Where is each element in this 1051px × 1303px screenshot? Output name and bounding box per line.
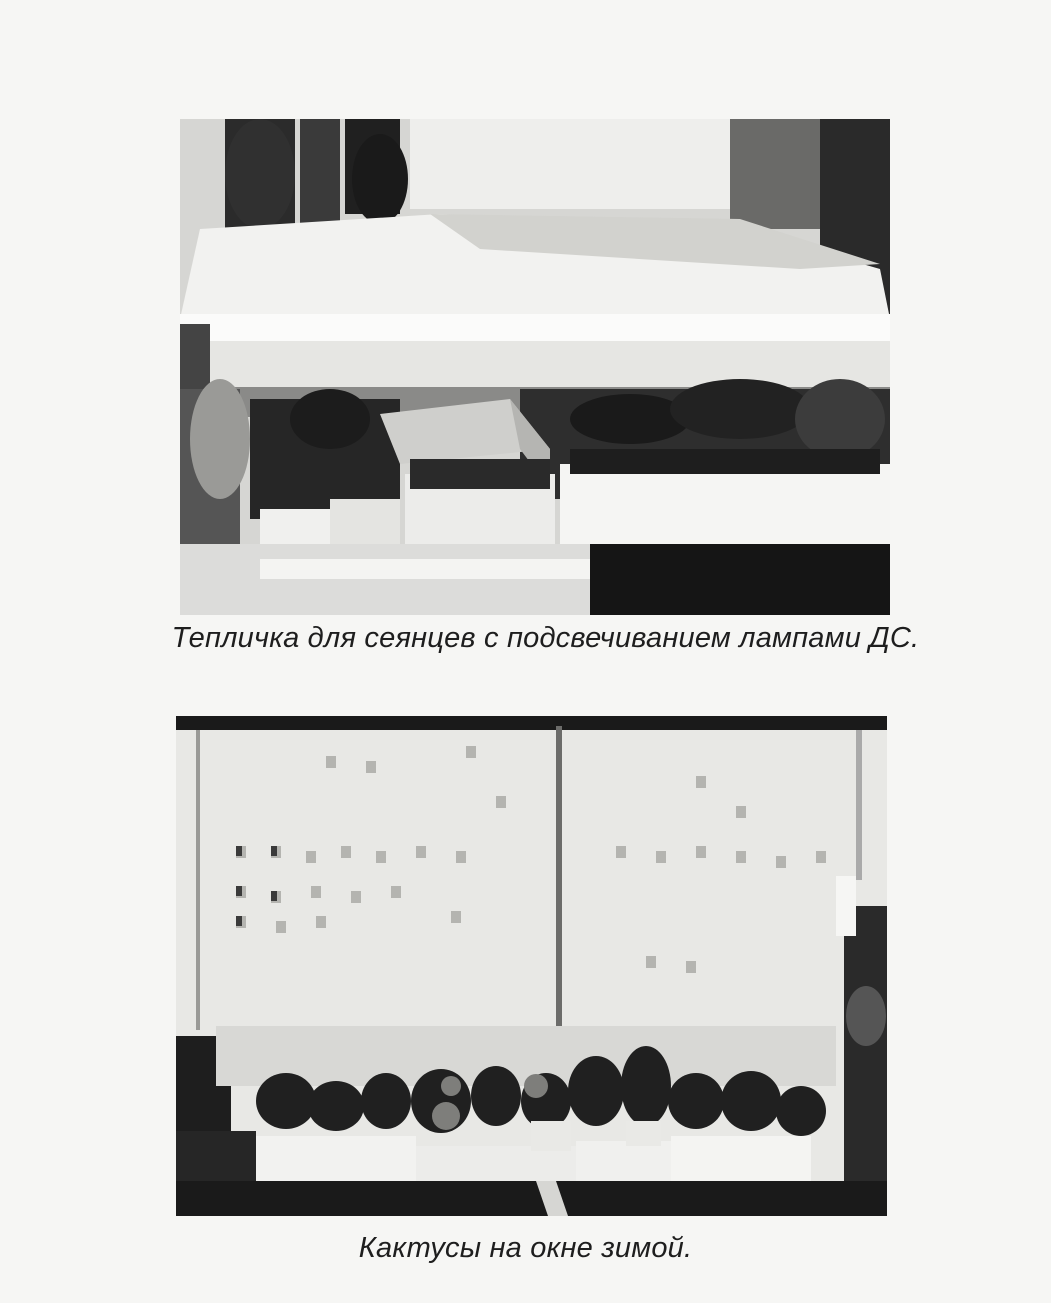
window-cacti-photo [176,716,887,1216]
window-cacti-caption: Кактусы на окне зимой. [358,1232,693,1264]
greenhouse-caption: Тепличка для сеянцев с подсвечиванием лампами ДС. [171,622,920,654]
greenhouse-photo [180,119,890,615]
